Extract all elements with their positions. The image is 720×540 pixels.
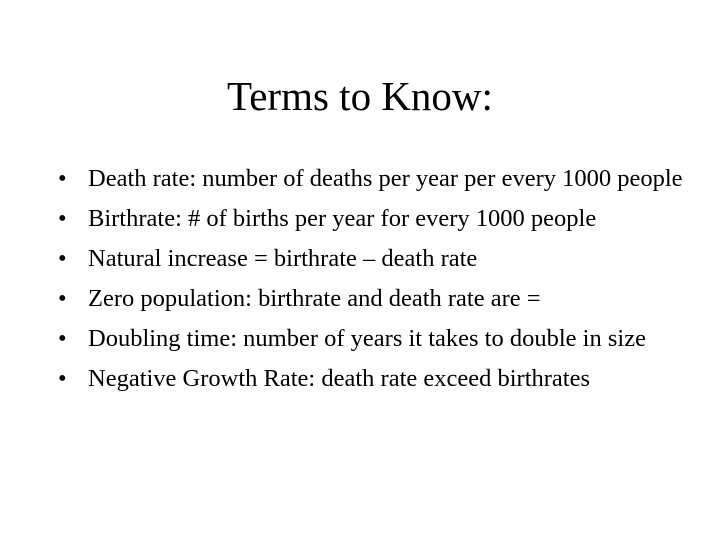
bullet-text: Death rate: number of deaths per year per every 1000 people	[88, 165, 683, 192]
bullet-item-zero-population	[58, 283, 698, 315]
slide-title	[0, 70, 720, 122]
bullet-dot-icon: •	[58, 285, 67, 312]
bullet-dot-icon: •	[58, 205, 67, 232]
bullet-item-birthrate	[58, 203, 698, 235]
bullet-item-doubling-time	[58, 323, 698, 355]
bullet-dot-icon: •	[58, 165, 67, 192]
bullet-dot-icon: •	[58, 365, 67, 392]
bullet-text: Doubling time: number of years it takes to double in size	[88, 325, 646, 352]
bullet-item-death-rate	[58, 163, 698, 195]
bullet-text: Zero population: birthrate and death rate are =	[88, 285, 541, 312]
bullet-item-negative-growth-rate	[58, 363, 698, 395]
bullet-item-natural-increase	[58, 243, 698, 275]
bullet-dot-icon: •	[58, 245, 67, 272]
bullet-text: Birthrate: # of births per year for every 1000 people	[88, 205, 597, 232]
bullet-text: Natural increase = birthrate – death rate	[88, 245, 478, 272]
bullet-list	[58, 163, 698, 403]
slide-title-text: Terms to Know:	[227, 73, 493, 119]
bullet-dot-icon: •	[58, 325, 67, 352]
bullet-text: Negative Growth Rate: death rate exceed birthrates	[88, 365, 591, 392]
